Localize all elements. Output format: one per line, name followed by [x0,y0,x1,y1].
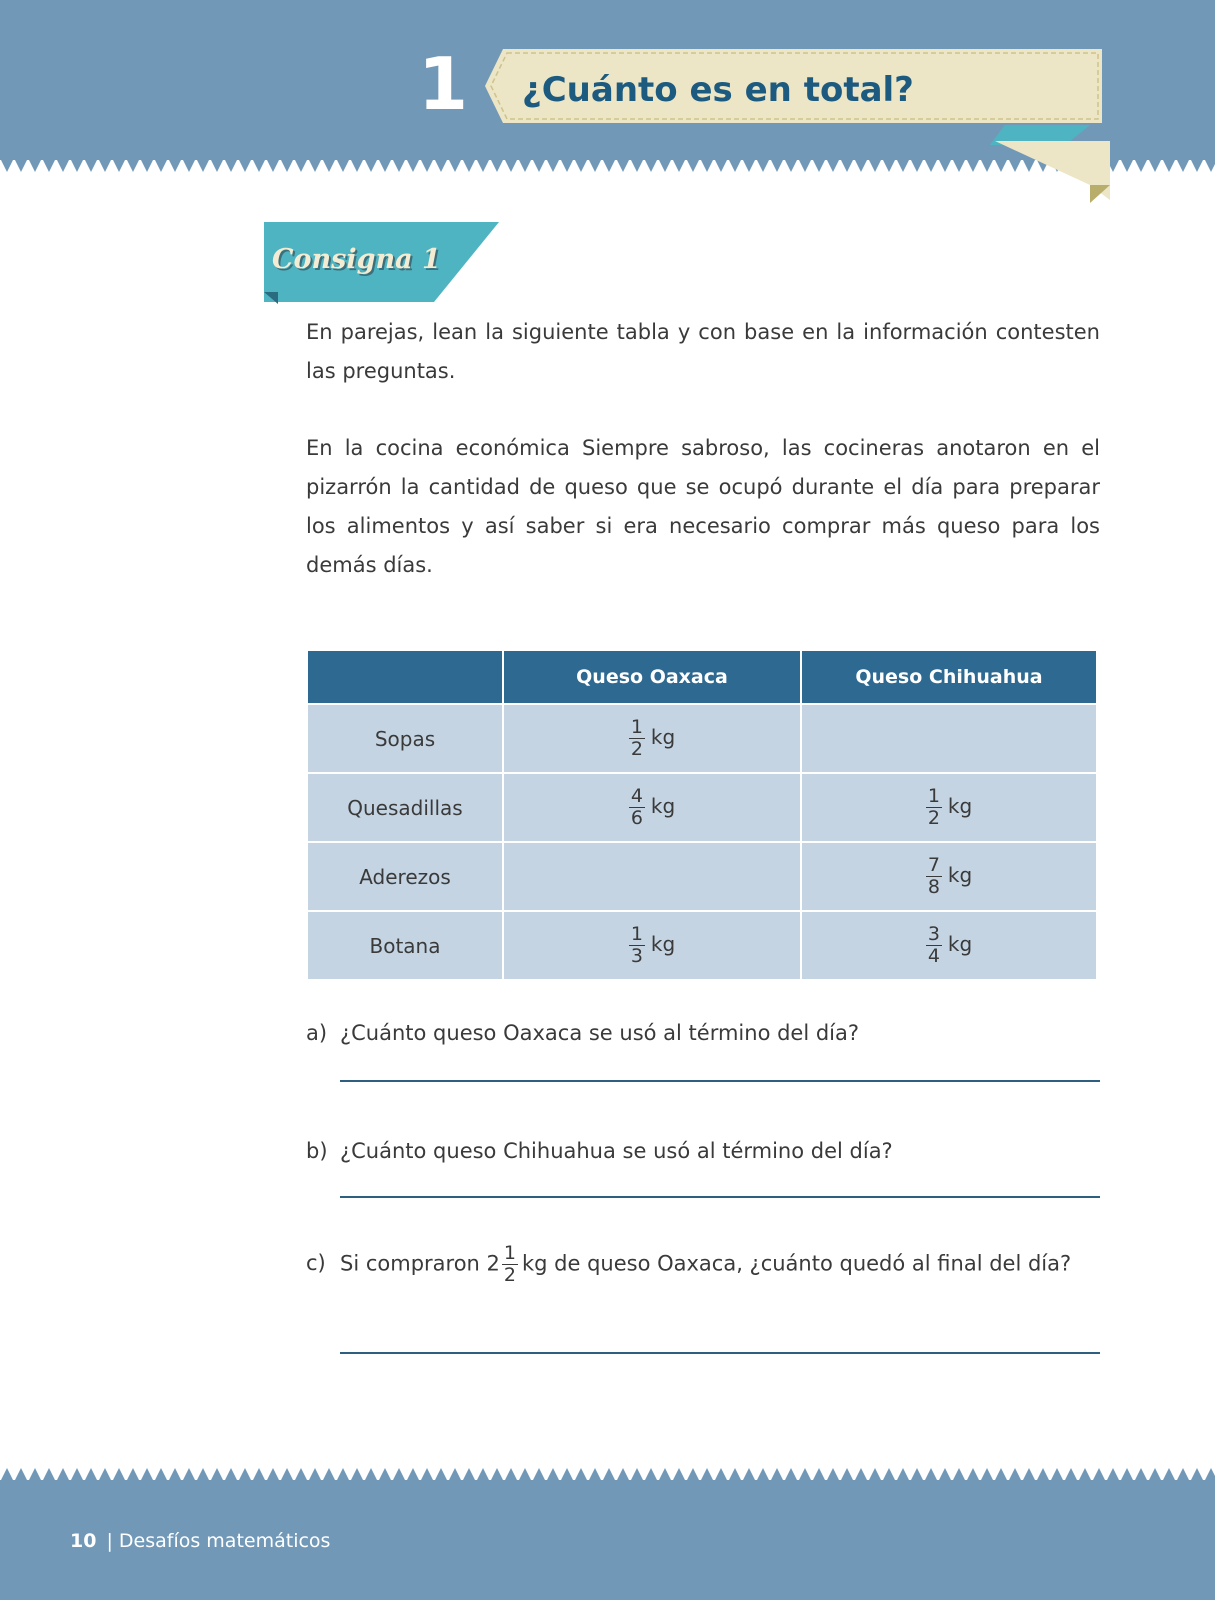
row-label: Sopas [307,704,503,773]
denominator: 2 [503,1264,516,1286]
oaxaca-cell [503,773,801,842]
fraction [629,924,645,967]
oaxaca-cell [503,842,801,911]
page-title: ¿Cuánto es en total? [522,70,914,110]
table-row [307,704,1097,773]
question-body [340,1131,1100,1171]
table-row [307,911,1097,980]
question-text-end: kg de queso Oaxaca, ¿cuánto quedó al final del día? [521,1251,1072,1276]
row-label: Aderezos [307,842,503,911]
footer [70,1530,330,1552]
table-header: Queso Oaxaca [503,650,801,704]
unit: kg [650,725,676,749]
question-label: a) [306,1021,328,1045]
denominator: 8 [927,876,940,898]
unit: kg [947,863,973,887]
unit: kg [650,794,676,818]
answer-line[interactable] [340,1080,1100,1082]
question [306,1243,1100,1286]
denominator: 6 [630,807,643,829]
fraction [926,855,942,898]
question-text: ¿Cuánto queso Oaxaca se usó al término del día? [340,1021,860,1045]
table-row [307,842,1097,911]
numerator: 7 [927,854,940,876]
unit: kg [947,794,973,818]
denominator: 2 [630,738,643,760]
unit: kg [947,932,973,956]
cheese-table [306,649,1098,981]
intro-text: En parejas, lean la siguiente tabla y con base en la información contesten las preguntas. [306,320,1100,383]
denominator: 3 [630,945,643,967]
chihuahua-cell [801,842,1097,911]
fraction [502,1243,518,1286]
numerator: 1 [503,1242,516,1264]
question [306,1013,1100,1053]
question-text: ¿Cuánto queso Chihuahua se usó al término del día? [340,1139,893,1163]
consigna-label: Consigna 1 [272,244,441,275]
table-row [307,773,1097,842]
numerator: 3 [927,923,940,945]
numerator: 1 [630,716,643,738]
fraction [926,786,942,829]
chihuahua-cell [801,911,1097,980]
row-label: Quesadillas [307,773,503,842]
table-header: Queso Chihuahua [801,650,1097,704]
chihuahua-cell [801,704,1097,773]
unit: kg [650,932,676,956]
question-text-start: Si compraron 2 [340,1251,500,1276]
fraction [629,717,645,760]
numerator: 4 [630,785,643,807]
table-header-row [307,650,1097,704]
oaxaca-cell [503,704,801,773]
book-title: Desafíos matemáticos [118,1530,331,1552]
answer-line[interactable] [340,1196,1100,1198]
table-header [307,650,503,704]
oaxaca-cell [503,911,801,980]
answer-line[interactable] [340,1352,1100,1354]
row-label: Botana [307,911,503,980]
question-body [340,1243,1100,1286]
chapter-number: 1 [418,42,469,126]
context-text: En la cocina económica Siempre sabroso, las cocineras anotaron en el pizarrón la cantidad de queso que se ocupó durante el día para preparar los alimentos y así saber si era necesario comprar más queso para los demás días. [306,436,1100,577]
numerator: 1 [927,785,940,807]
page-number: 10 [70,1530,97,1552]
question [306,1131,1100,1171]
numerator: 1 [630,923,643,945]
question-body [340,1013,1100,1053]
chihuahua-cell [801,773,1097,842]
question-label: c) [306,1251,326,1275]
denominator: 2 [927,807,940,829]
question-label: b) [306,1139,328,1163]
separator: | [106,1530,119,1552]
fraction [629,786,645,829]
denominator: 4 [927,945,940,967]
fraction [926,924,942,967]
